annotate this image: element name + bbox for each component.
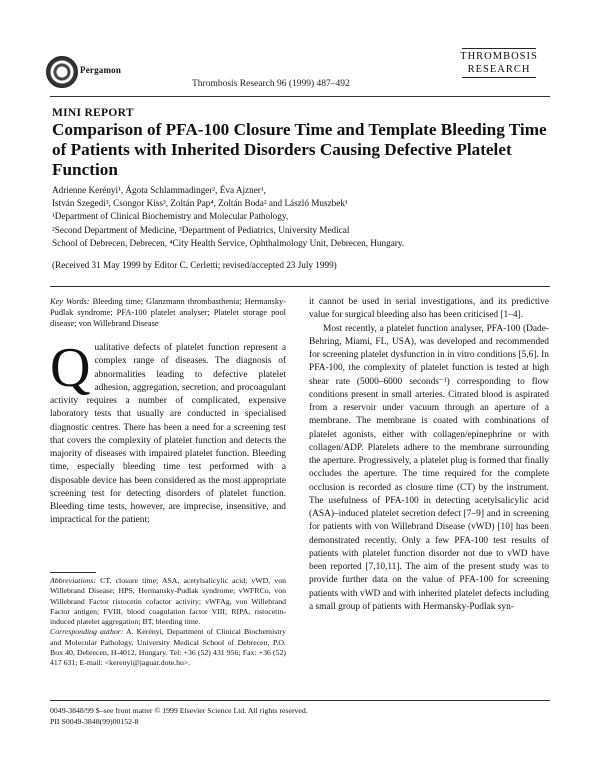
copyright-block: [50, 706, 308, 727]
pii-line: PII S0049-3848(99)00152-8: [50, 716, 139, 726]
copyright-line: 0049-3848/99 $–see front matter © 1999 Elsevier Science Ltd. All rights reserved.: [50, 706, 308, 715]
keywords-text: Bleeding time; Glanzmann thrombasthenia; Hermansky-Pudlak syndrome; PFA-100 platelet analyser; Platelet storage pool disease; von Willebrand Disease: [50, 297, 286, 328]
article-type: MINI REPORT: [52, 107, 134, 119]
affiliation-line: ¹Department of Clinical Biochemistry and Molecular Pathology,: [52, 211, 289, 222]
corresponding-author-footnote: [50, 627, 286, 668]
authors-line: István Szegedi³, Csongor Kiss³, Zoltán Pap⁴, Zoltán Boda² and László Muszbek¹: [52, 198, 348, 209]
affiliation-line: School of Debrecen, Debrecen, ⁴City Health Service, Ophthalmology Unit, Debrecen, Hungary.: [52, 237, 405, 248]
journal-logo-line2: RESEARCH: [467, 64, 531, 75]
keywords-label: Key Words:: [50, 297, 90, 306]
left-column: [50, 296, 286, 528]
intro-text: ualitative defects of platelet function represent a complex range of diseases. The diagnosis of abnormalities leading to defective platelet adhesion, aggregation, secretion, and procoagulant activity requires a number of complicated, expensive laboratory tests that usually are conducted in specialised diagnostic centres. There has been a need for a screening test that covers the complexity of platelet function and detects the majority of diseases with impaired platelet function. Bleeding time, especially bleeding time test performed with a disposable device has been considered as the most appropriate screening test for detecting disorders of platelet function. Bleeding time tests, however, are imprecise, insensitive, and impractical for the patient;: [50, 343, 286, 526]
publisher-name: Pergamon: [80, 65, 122, 75]
header-divider: [50, 96, 550, 97]
abbreviations-text: CT, closure time; ASA, acetylsalicylic acid; vWD, von Willebrand Disease; HPS, Hermansky-Pudlak syndrome; vWFRCo, von Willebrand Factor ristocetin cofactor activity; vWFAg, von Willebrand Factor antigen; FVIII, blood coagulation factor VIII; RIPA, ristocetin-induced platelet aggregation; BT, bleeding time.: [50, 576, 286, 627]
corresponding-author-text: A. Kerényi, Department of Clinical Biochemistry and Molecular Pathology, University Medical School of Debrecen, P.O. Box 40, Debrecen, H-4012, Hungary. Tel: +36 (52) 431 956; Fax: +36 (52) 417 631; E-mail: <kerenyi@jaguar.dote.hu>.: [50, 627, 286, 668]
intro-paragraph: [50, 337, 286, 528]
drop-cap: Q: [50, 337, 91, 399]
publisher-logo: [46, 56, 78, 88]
footnote-divider: [50, 572, 96, 573]
received-dates: (Received 31 May 1999 by Editor C. Cerletti; revised/accepted 23 July 1999): [52, 260, 337, 270]
authors-line: Adrienne Kerényi¹, Ágota Schlammadinger², Éva Ajzner¹,: [52, 185, 266, 195]
abbreviations-label: Abbreviations:: [50, 576, 97, 585]
footnotes: [50, 576, 286, 669]
abbreviations-footnote: [50, 576, 286, 627]
journal-logo: [458, 47, 540, 79]
journal-logo-line1: THROMBOSIS: [460, 51, 538, 62]
keywords: [50, 296, 286, 329]
right-column: [309, 296, 549, 614]
affiliation-line: ²Second Department of Medicine, ³Department of Pediatrics, University Medical: [52, 224, 350, 235]
title-divider: [50, 286, 550, 287]
author-block: [52, 184, 552, 250]
journal-citation: Thrombosis Research 96 (1999) 487–492: [192, 79, 350, 89]
corresponding-author-label: Corresponding author:: [50, 627, 124, 637]
intro-continuation: it cannot be used in serial investigations, and its predictive value for surgical bleeding also has been criticised [1–4].: [309, 297, 549, 321]
footer-divider: [50, 700, 550, 701]
article-title: Comparison of PFA-100 Closure Time and Template Bleeding Time of Patients with Inherited Disorders Causing Defective Platelet Function: [52, 120, 547, 179]
pfa100-paragraph: Most recently, a platelet function analyser, PFA-100 (Dade-Behring, Miami, FL, USA), was developed and recommended for screening platelet dysfunction in in vitro conditions [5,6]. In PFA-100, the complexity of platelet function is tested at high shear rate (5000–6000 seconds⁻¹) corresponding to flow conditions present in small arteries. Citrated blood is aspirated from a reservoir under vacuum through an aperture of a membrane. The membrane is coated with combinations of platelet agonists, either with collagen/epinephrine or with collagen/ADP. Platelets adhere to the membrane surrounding the aperture. Progressively, a platelet plug is formed that finally occludes the aperture. The time required for the complete occlusion is recorded as closure time (CT) by the instrument. The usefulness of PFA-100 in detecting acetylsalicylic acid (ASA)–induced platelet secretion defect [7–9] and in screening for patients with von Willebrand Disease (vWD) [10] has been demonstrated recently. Only a few PFA-100 test results of patients with platelet function disorder not due to vWD have been reported [7,10,11]. The aim of the present study was to provide further data on the value of PFA-100 for screening patients with vWD and with inherited platelet defects including a small group of patients with Hermansky-Pudlak syn-: [309, 323, 549, 612]
